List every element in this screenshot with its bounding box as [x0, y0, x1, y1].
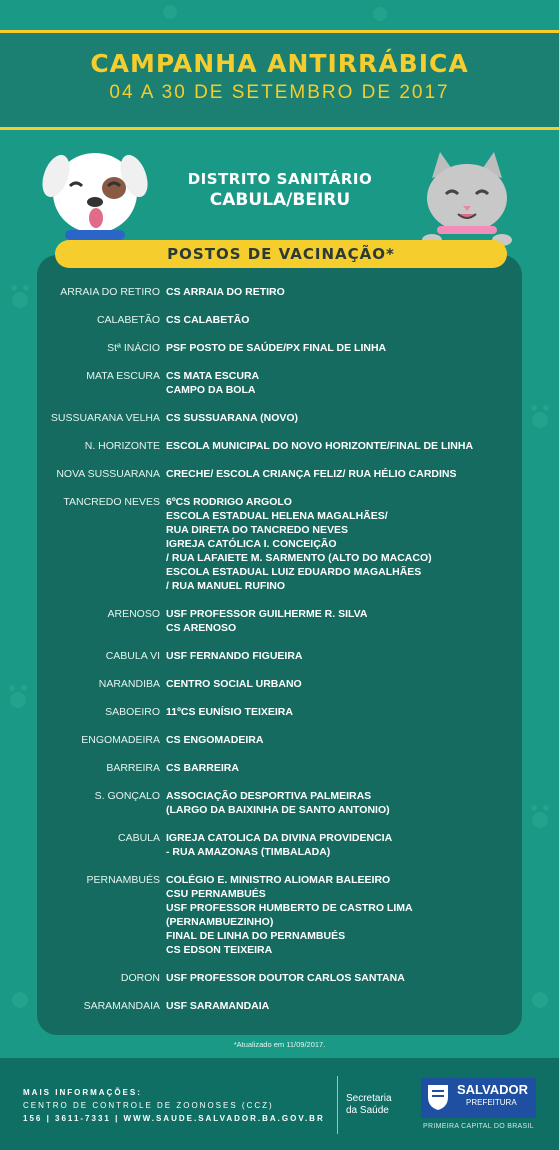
district-label: DISTRITO SANITÁRIO — [187, 170, 373, 188]
vaccination-posts — [166, 607, 522, 635]
list-item — [37, 467, 522, 481]
vaccination-post: IGREJA CATOLICA DA DIVINA PROVIDENCIA — [166, 832, 393, 844]
neighborhood-label: ARENOSO — [107, 608, 160, 620]
vaccination-posts — [166, 285, 522, 299]
list-item — [37, 649, 522, 663]
neighborhood-label: SARAMANDAIA — [83, 1000, 160, 1012]
neighborhood-label: N. HORIZONTE — [84, 440, 160, 452]
vaccination-post: USF FERNANDO FIGUEIRA — [166, 650, 303, 662]
footer-divider — [337, 1076, 338, 1134]
info-line-contact: 156 | 3611-7331 | WWW.SAUDE.SALVADOR.BA.GOV.BR — [23, 1114, 325, 1123]
vaccination-post: 11ºCS EUNÍSIO TEIXEIRA — [166, 706, 293, 718]
neighborhood-label: SABOEIRO — [105, 706, 160, 718]
vaccination-post: ESCOLA ESTADUAL LUIZ EDUARDO MAGALHÃES — [166, 566, 422, 578]
list-item — [37, 705, 522, 719]
vaccination-post: ESCOLA ESTADUAL HELENA MAGALHÃES/ — [166, 510, 388, 522]
list-item — [37, 831, 522, 859]
vaccination-posts — [166, 341, 522, 355]
vaccination-post: CS ENGOMADEIRA — [166, 734, 264, 746]
list-item — [37, 495, 522, 593]
shield-icon — [426, 1083, 450, 1111]
neighborhood-label: DORON — [120, 972, 160, 984]
vaccination-post: IGREJA CATÓLICA I. CONCEIÇÃO — [166, 538, 337, 550]
vaccination-posts — [166, 999, 522, 1013]
vaccination-posts — [166, 789, 522, 817]
neighborhood-label: NARANDIBA — [98, 678, 160, 690]
district-name: CABULA/BEIRU — [209, 190, 351, 210]
vaccination-posts — [166, 677, 522, 691]
list-item — [37, 607, 522, 635]
vaccination-post: 6ºCS RODRIGO ARGOLO — [166, 496, 292, 508]
neighborhood-label: CALABETÃO — [96, 314, 160, 326]
list-item — [37, 789, 522, 817]
vaccination-post: CS ARRAIA DO RETIRO — [166, 286, 285, 298]
vaccination-post: CS EDSON TEIXEIRA — [166, 944, 273, 956]
neighborhood-label: PERNAMBUÉS — [86, 874, 160, 886]
neighborhood-label: Stª INÁCIO — [107, 342, 160, 354]
vaccination-posts — [166, 467, 522, 481]
list-item — [37, 873, 522, 957]
list-item — [37, 369, 522, 397]
list-item — [37, 341, 522, 355]
vaccination-posts — [166, 761, 522, 775]
vaccination-post: USF PROFESSOR HUMBERTO DE CASTRO LIMA — [166, 902, 413, 914]
list-item — [37, 733, 522, 747]
list-item — [37, 761, 522, 775]
vaccination-post: USF SARAMANDAIA — [166, 1000, 270, 1012]
list-item — [37, 285, 522, 299]
vaccination-post: (LARGO DA BAIXINHA DE SANTO ANTONIO) — [166, 804, 390, 816]
vaccination-posts — [166, 439, 522, 453]
secretaria-line2: da Saúde — [346, 1105, 389, 1116]
update-note: *Atualizado em 11/09/2017. — [233, 1040, 326, 1049]
neighborhood-label: NOVA SUSSUARANA — [56, 468, 160, 480]
neighborhood-label: ENGOMADEIRA — [81, 734, 160, 746]
neighborhood-label: ARRAIA DO RETIRO — [60, 286, 160, 298]
vaccination-post: CENTRO SOCIAL URBANO — [166, 678, 302, 690]
vaccination-posts — [166, 649, 522, 663]
vaccination-post: / RUA LAFAIETE M. SARMENTO (ALTO DO MACACO) — [166, 552, 432, 564]
vaccination-post: RUA DIRETA DO TANCREDO NEVES — [166, 524, 349, 536]
neighborhood-label: TANCREDO NEVES — [63, 496, 160, 508]
vaccination-posts — [166, 411, 522, 425]
list-item — [37, 677, 522, 691]
neighborhood-label: SUSSUARANA VELHA — [50, 412, 160, 424]
neighborhood-label: MATA ESCURA — [86, 370, 160, 382]
neighborhood-label: S. GONÇALO — [94, 790, 160, 802]
cat-illustration — [412, 148, 522, 248]
list-item — [37, 313, 522, 327]
list-item — [37, 971, 522, 985]
info-title: MAIS INFORMAÇÕES: — [23, 1088, 142, 1097]
vaccination-post: CS CALABETÃO — [166, 314, 250, 326]
neighborhood-label: BARREIRA — [106, 762, 160, 774]
vaccination-post: CS MATA ESCURA — [166, 370, 260, 382]
vaccination-posts — [166, 313, 522, 327]
list-item — [37, 411, 522, 425]
secretaria-label — [346, 1093, 392, 1117]
logo-title: SALVADOR — [457, 1082, 529, 1097]
vaccination-posts — [166, 369, 522, 397]
vaccination-post: ESCOLA MUNICIPAL DO NOVO HORIZONTE/FINAL DE LINHA — [166, 440, 474, 452]
logo-subtitle: PREFEITURA — [466, 1098, 517, 1107]
contact-info — [23, 1086, 325, 1125]
vaccination-post: CAMPO DA BOLA — [166, 384, 256, 396]
campaign-title: CAMPANHA ANTIRRÁBICA — [90, 49, 469, 78]
vaccination-posts — [166, 971, 522, 985]
info-line-ccz: CENTRO DE CONTROLE DE ZOONOSES (CCZ) — [23, 1101, 274, 1110]
vaccination-post: PSF POSTO DE SAÚDE/PX FINAL DE LINHA — [166, 342, 387, 354]
vaccination-post: CS BARREIRA — [166, 762, 239, 774]
neighborhood-label: CABULA — [117, 832, 160, 844]
list-item — [37, 999, 522, 1013]
list-item — [37, 439, 522, 453]
logo-caption: PRIMEIRA CAPITAL DO BRASIL — [423, 1123, 534, 1130]
vaccination-post: COLÉGIO E. MINISTRO ALIOMAR BALEEIRO — [166, 874, 391, 886]
vaccination-posts — [166, 705, 522, 719]
vaccination-post: / RUA MANUEL RUFINO — [166, 580, 285, 592]
vaccination-posts — [166, 873, 522, 957]
vaccination-posts — [166, 831, 522, 859]
secretaria-line1: Secretaria — [346, 1093, 392, 1104]
vaccination-post: CS SUSSUARANA (NOVO) — [166, 412, 299, 424]
vaccination-post: CRECHE/ ESCOLA CRIANÇA FELIZ/ RUA HÉLIO CARDINS — [166, 468, 457, 480]
neighborhood-label: CABULA VI — [105, 650, 160, 662]
vaccination-post: FINAL DE LINHA DO PERNAMBUÉS — [166, 930, 346, 942]
vaccination-post: ASSOCIAÇÃO DESPORTIVA PALMEIRAS — [166, 790, 372, 802]
footer — [0, 1058, 559, 1150]
vaccination-post: CSU PERNAMBUÉS — [166, 888, 266, 900]
vaccination-posts — [166, 733, 522, 747]
vaccination-posts — [166, 495, 522, 593]
vaccination-post: CS ARENOSO — [166, 622, 237, 634]
vaccination-post: USF PROFESSOR DOUTOR CARLOS SANTANA — [166, 972, 405, 984]
vaccination-post: - RUA AMAZONAS (TIMBALADA) — [166, 846, 331, 858]
district-title — [140, 170, 420, 210]
vaccination-posts-banner: POSTOS DE VACINAÇÃO* — [55, 240, 507, 268]
header-band — [0, 30, 559, 130]
vaccination-posts-list — [37, 285, 522, 1027]
vaccination-post: USF PROFESSOR GUILHERME R. SILVA — [166, 608, 368, 620]
campaign-dates: 04 A 30 DE SETEMBRO DE 2017 — [109, 82, 450, 103]
vaccination-post: (PERNAMBUEZINHO) — [166, 916, 274, 928]
